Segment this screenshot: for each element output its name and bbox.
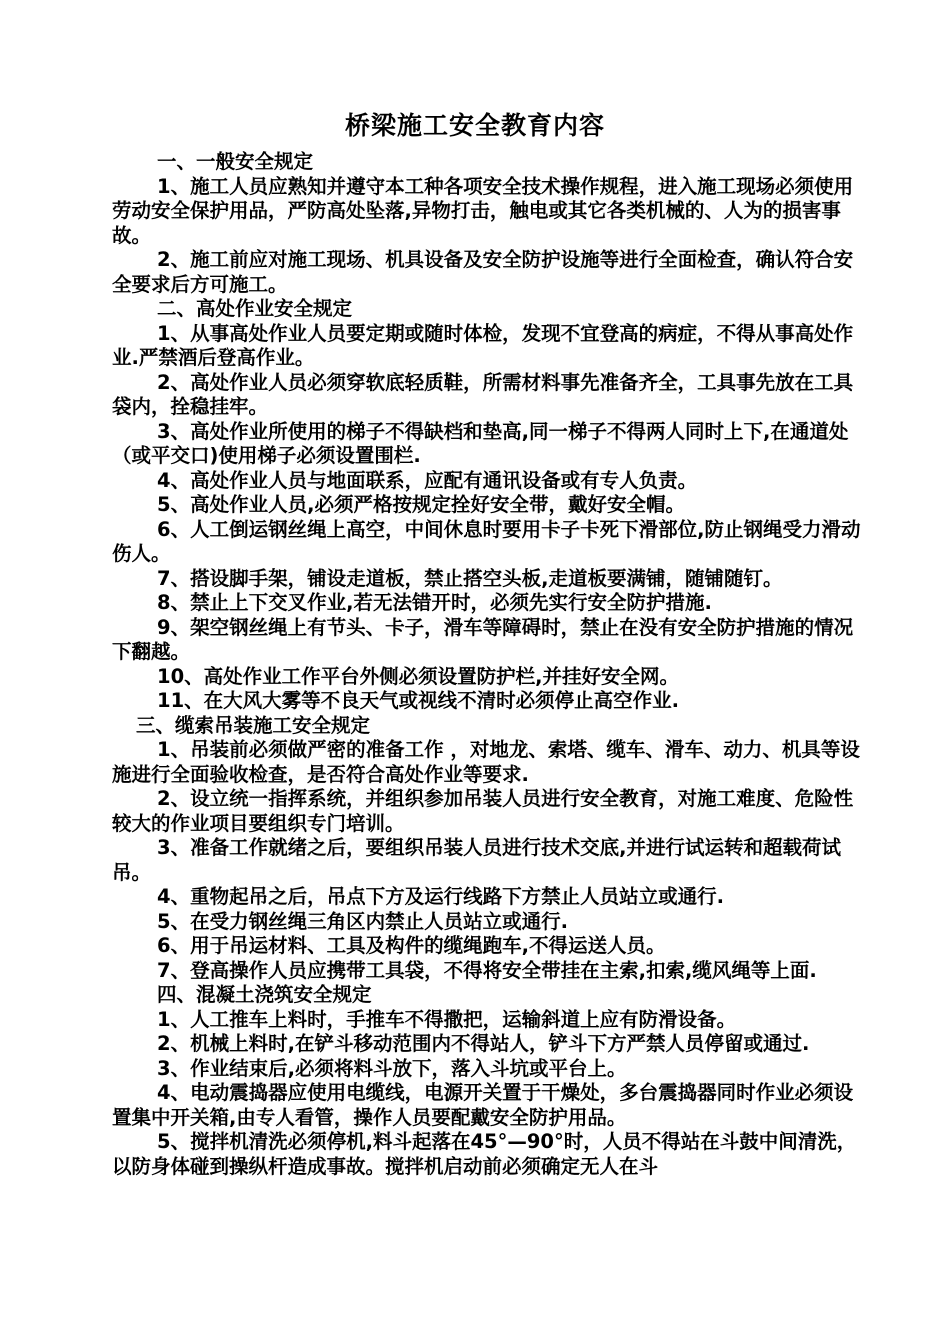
document-title: 桥梁施工安全教育内容 [344, 111, 605, 140]
section-heading: 二、高处作业安全规定 [157, 297, 353, 320]
paragraph: 3、准备工作就绪之后，要组织吊装人员进行技术交底,并进行试运转和超载荷试吊。 [112, 836, 841, 884]
paragraph: 3、作业结束后,必须将料斗放下，落入斗坑或平台上。 [157, 1056, 627, 1080]
paragraph: 1、吊装前必须做严密的准备工作 ，对地龙、索塔、缆车、滑车、动力、机具等设施进行全面验收检查，是否符合高处作业等要求. [112, 738, 860, 786]
paragraph: 1、人工推车上料时，手推车不得撒把，运输斜道上应有防滑设备。 [157, 1007, 737, 1031]
paragraph: 9、架空钢丝绳上有节头、卡子，滑车等障碍时，禁止在没有安全防护措施的情况下翻越。 [112, 615, 854, 663]
paragraph: 6、用于吊运材料、工具及构件的缆绳跑车,不得运送人员。 [157, 934, 666, 957]
paragraph: 6、人工倒运钢丝绳上高空，中间休息时要用卡子卡死下滑部位,防止钢绳受力滑动伤人。 [112, 517, 861, 565]
paragraph: 10、高处作业工作平台外侧必须设置防护栏,并挂好安全网。 [157, 664, 680, 688]
section-heading: 四、混凝土浇筑安全规定 [157, 983, 372, 1006]
paragraph: 2、设立统一指挥系统，并组织参加吊装人员进行安全教育，对施工难度、危险性较大的作业项目要组织专门培训。 [112, 787, 854, 835]
paragraph: 1、从事高处作业人员要定期或随时体检，发现不宜登高的病症，不得从事高处作业.严禁酒后登高作业。 [112, 321, 854, 369]
document-body [112, 150, 872, 1179]
section-heading: 三、缆索吊装施工安全规定 [136, 713, 371, 737]
paragraph: 2、施工前应对施工现场、机具设备及安全防护设施等进行全面检查，确认符合安全要求后方可施工。 [112, 248, 854, 296]
paragraph: 5、搅拌机清洗必须停机,料斗起落在45°—90°时，人员不得站在斗鼓中间清洗，以防身体碰到操纵杆造成事故。搅拌机启动前必须确定无人在斗 [112, 1130, 857, 1178]
paragraph: 5、在受力钢丝绳三角区内禁止人员站立或通行. [157, 909, 568, 933]
paragraph: 3、高处作业所使用的梯子不得缺档和垫高,同一梯子不得两人同时上下,在通道处（或平交口)使用梯子必须设置围栏. [112, 419, 849, 467]
paragraph: 5、高处作业人员,必须严格按规定拴好安全带，戴好安全帽。 [157, 493, 685, 516]
paragraph: 2、高处作业人员必须穿软底轻质鞋，所需材料事先准备齐全，工具事先放在工具袋内，拴稳挂牢。 [112, 370, 854, 418]
paragraph: 7、搭设脚手架，铺设走道板，禁止搭空头板,走道板要满铺，随铺随钉。 [157, 566, 783, 590]
paragraph: 4、电动震捣器应使用电缆线，电源开关置于干燥处，多台震捣器同时作业必须设置集中开关箱,由专人看管，操作人员要配戴安全防护用品。 [112, 1081, 854, 1129]
paragraph: 2、机械上料时,在铲斗移动范围内不得站人，铲斗下方严禁人员停留或通过. [157, 1032, 810, 1055]
paragraph: 11、在大风大雾等不良天气或视线不清时必须停止高空作业. [157, 689, 680, 712]
paragraph: 4、高处作业人员与地面联系，应配有通讯设备或有专人负责。 [157, 468, 698, 492]
section-heading: 一、一般安全规定 [157, 150, 314, 173]
paragraph: 8、禁止上下交叉作业,若无法错开时，必须先实行安全防护措施. [157, 591, 712, 614]
paragraph: 1、施工人员应熟知并遵守本工种各项安全技术操作规程，进入施工现场必须使用劳动安全保护用品，严防高处坠落,异物打击，触电或其它各类机械的、人为的损害事故。 [112, 174, 854, 247]
paragraph: 7、登高操作人员应携带工具袋，不得将安全带挂在主索,扣索,缆风绳等上面. [157, 958, 817, 982]
paragraph: 4、重物起吊之后，吊点下方及运行线路下方禁止人员站立或通行. [157, 885, 724, 908]
